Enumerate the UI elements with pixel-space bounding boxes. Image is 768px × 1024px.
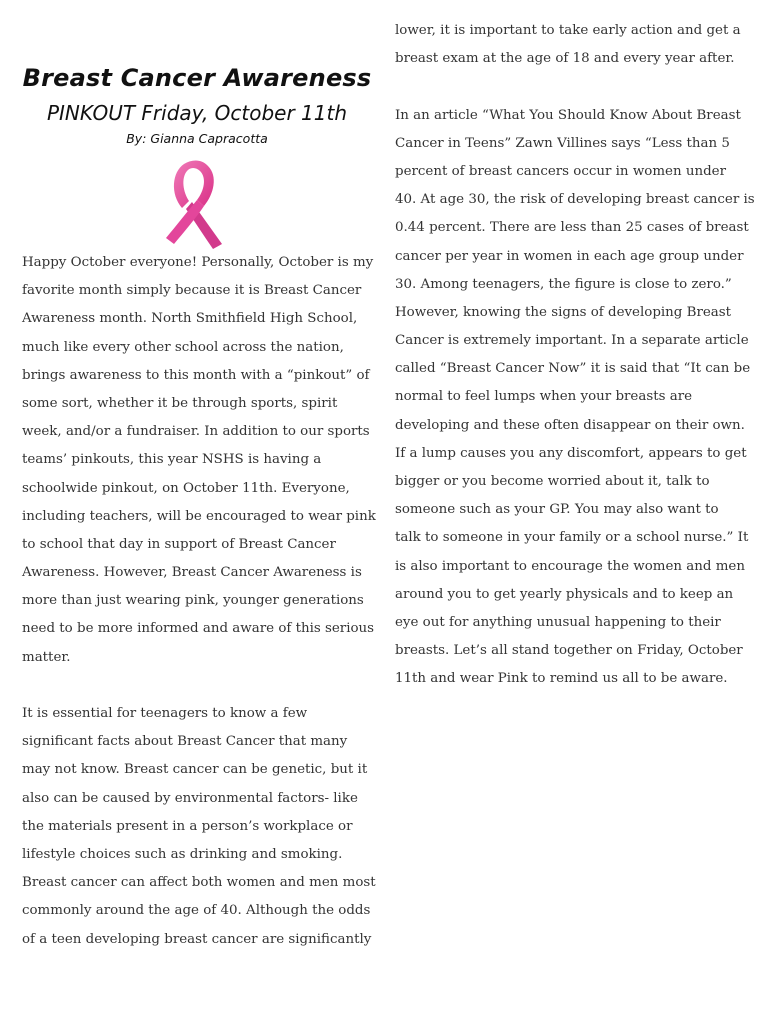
text-line: also can be caused by environmental factors- like bbox=[22, 790, 358, 806]
text-line: need to be more informed and aware of this serious bbox=[22, 621, 375, 637]
text-line: 0.44 percent. There are less than 25 cases of breast bbox=[395, 220, 749, 236]
text-line: including teachers, will be encouraged to wear pink bbox=[22, 508, 376, 524]
text-line: Awareness month. North Smithfield High School, bbox=[22, 311, 358, 327]
text-line: talk to someone in your family or a school nurse.” It bbox=[395, 530, 749, 546]
article-subtitle: PINKOUT Friday, October 11th bbox=[46, 101, 348, 125]
text-line: called “Breast Cancer Now” it is said that “It can be bbox=[395, 361, 751, 377]
text-line: Awareness. However, Breast Cancer Awareness is bbox=[22, 565, 362, 581]
article-title: Breast Cancer Awareness bbox=[22, 64, 372, 92]
paragraph-facts bbox=[22, 700, 384, 954]
text-line: of a teen developing breast cancer are significantly bbox=[22, 931, 372, 947]
text-line: breasts. Let’s all stand together on Friday, October bbox=[395, 643, 743, 659]
text-line: someone such as your GP. You may also want to bbox=[395, 502, 719, 518]
text-line: eye out for anything unusual happening to their bbox=[395, 614, 721, 630]
left-column bbox=[22, 249, 384, 954]
text-line: to school that day in support of Breast Cancer bbox=[22, 536, 336, 552]
text-line: Happy October everyone! Personally, October is my bbox=[22, 255, 374, 270]
text-line: 11th and wear Pink to remind us all to be aware. bbox=[395, 671, 728, 687]
text-line: developing and these often disappear on their own. bbox=[395, 417, 745, 433]
text-line: much like every other school across the nation, bbox=[22, 339, 344, 355]
text-line: Cancer is extremely important. In a separate article bbox=[395, 333, 749, 349]
text-line: teams’ pinkouts, this year NSHS is having a bbox=[22, 452, 322, 468]
pink-ribbon-icon bbox=[162, 158, 230, 250]
text-line: 30. Among teenagers, the figure is close to zero.” bbox=[395, 276, 732, 292]
text-line: some sort, whether it be through sports, spirit bbox=[22, 395, 338, 411]
text-line: significant facts about Breast Cancer that many bbox=[22, 734, 348, 750]
text-line: 40. At age 30, the risk of developing breast cancer is bbox=[395, 192, 755, 208]
text-line: is also important to encourage the women and men bbox=[395, 558, 745, 574]
text-line: lifestyle choices such as drinking and smoking. bbox=[22, 846, 343, 862]
text-line: Cancer in Teens” Zawn Villines says “Less than 5 bbox=[395, 135, 730, 151]
text-line: more than just wearing pink, younger generations bbox=[22, 593, 364, 609]
text-line: matter. bbox=[22, 649, 71, 665]
text-line: the materials present in a person’s workplace or bbox=[22, 818, 353, 834]
paragraph-continuation bbox=[395, 17, 757, 73]
text-line: However, knowing the signs of developing Breast bbox=[395, 304, 732, 320]
text-line: commonly around the age of 40. Although the odds bbox=[22, 903, 371, 919]
right-column bbox=[395, 17, 757, 694]
text-line: percent of breast cancers occur in women under bbox=[395, 163, 726, 179]
text-line: breast exam at the age of 18 and every year after. bbox=[395, 51, 735, 67]
text-line: normal to feel lumps when your breasts are bbox=[395, 389, 693, 405]
text-line: may not know. Breast cancer can be genetic, but it bbox=[22, 762, 368, 778]
text-line: In an article “What You Should Know About Breast bbox=[395, 107, 741, 123]
text-line: favorite month simply because it is Breast Cancer bbox=[22, 283, 362, 299]
article-byline: By: Gianna Capracotta bbox=[126, 131, 268, 146]
text-line: schoolwide pinkout, on October 11th. Everyone, bbox=[22, 480, 350, 496]
text-line: If a lump causes you any discomfort, appears to get bbox=[395, 445, 747, 461]
text-line: week, and/or a fundraiser. In addition to our sports bbox=[22, 424, 370, 440]
paragraph-spacer bbox=[395, 73, 757, 101]
paragraph-article-quotes bbox=[395, 102, 757, 694]
text-line: brings awareness to this month with a “pinkout” of bbox=[22, 367, 370, 383]
text-line: lower, it is important to take early action and get a bbox=[395, 23, 741, 38]
paragraph-intro bbox=[22, 249, 384, 672]
text-line: It is essential for teenagers to know a few bbox=[22, 706, 308, 721]
text-line: bigger or you become worried about it, talk to bbox=[395, 474, 710, 489]
text-line: around you to get yearly physicals and to keep an bbox=[395, 586, 734, 602]
text-line: cancer per year in women in each age group under bbox=[395, 248, 744, 264]
article-header bbox=[22, 58, 372, 150]
text-line: Breast cancer can affect both women and men most bbox=[22, 875, 376, 891]
paragraph-spacer bbox=[22, 672, 384, 700]
